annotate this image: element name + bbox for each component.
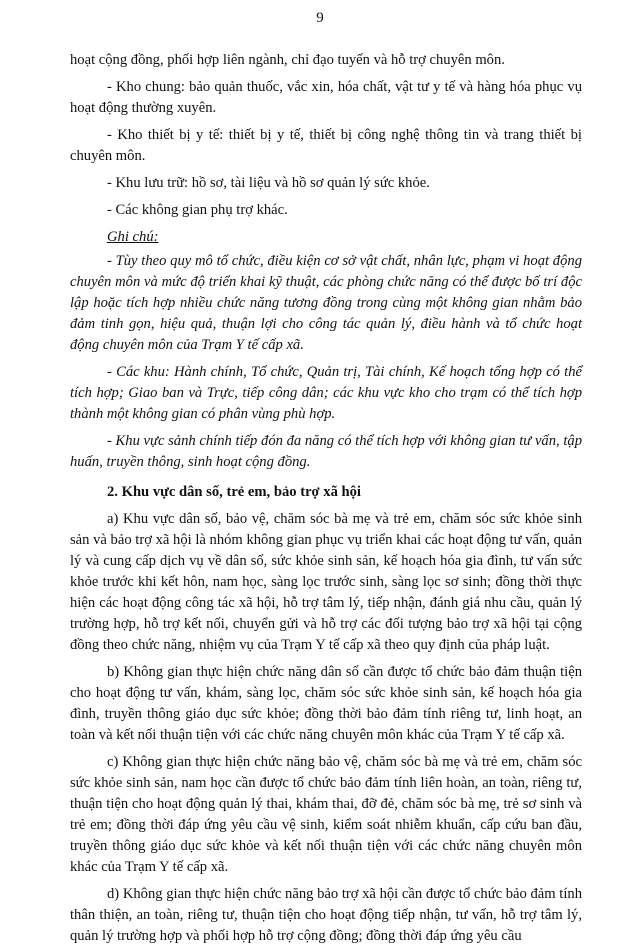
- note-item: - Tùy theo quy mô tổ chức, điều kiện cơ sở vật chất, nhân lực, phạm vi hoạt động chuyên môn và mức độ triển khai kỹ thuật, các phòng chức năng có thể được bố trí độc lập hoặc tích hợp nhiều chức năng tương đồng trong cùng một không gian nhằm bảo đảm tinh gọn, hiệu quả, thuận lợi cho công tác quản lý, điều hành và tổ chức hoạt động chuyên môn của Trạm Y tế cấp xã.: [70, 253, 582, 353]
- section-paragraph-a: a) Khu vực dân số, bảo vệ, chăm sóc bà mẹ và trẻ em, chăm sóc sức khỏe sinh sản và bảo trợ xã hội là nhóm không gian phục vụ triển khai các hoạt động tư vấn, quản lý và cung cấp dịch vụ về dân số, sức khỏe sinh sản, kế hoạch hóa gia đình, tư vấn sức khỏe trước khi kết hôn, nam học, sàng lọc trước sinh, sàng lọc sơ sinh; đồng thời thực hiện các hoạt động công tác xã hội, hỗ trợ tâm lý, tiếp nhận, đánh giá nhu cầu, quản lý trường hợp, hỗ trợ kết nối, chuyển gửi và hỗ trợ các đối tượng bảo trợ xã hội tại cộng đồng theo chức năng, nhiệm vụ của Trạm Y tế cấp xã theo quy định của pháp luật.: [70, 511, 582, 653]
- note-heading-line: [70, 227, 582, 248]
- paragraph-continuation: hoạt cộng đồng, phối hợp liên ngành, chỉ đạo tuyến và hỗ trợ chuyên môn.: [70, 52, 505, 68]
- list-item-equipment-storage: - Kho thiết bị y tế: thiết bị y tế, thiết bị công nghệ thông tin và trang thiết bị chuyên môn.: [70, 127, 582, 164]
- list-item-archive: - Khu lưu trữ: hồ sơ, tài liệu và hồ sơ quản lý sức khỏe.: [107, 175, 430, 191]
- note-heading: Ghi chú:: [107, 229, 159, 245]
- document-body: [70, 50, 582, 947]
- note-item: - Các khu: Hành chính, Tổ chức, Quản trị, Tài chính, Kế hoạch tổng hợp có thể tích hợp; Giao ban và Trực, tiếp công dân; các khu vực kho cho trạm có thể tích hợp thành một không gian có phân vùng phù hợp.: [70, 364, 582, 422]
- section-paragraph-c: c) Không gian thực hiện chức năng bảo vệ, chăm sóc bà mẹ và trẻ em, chăm sóc sức khỏe sinh sản, nam học cần được tổ chức bảo đảm tính liên hoàn, an toàn, riêng tư, thuận tiện cho hoạt động quản lý thai, khám thai, đỡ đẻ, chăm sóc bà mẹ, trẻ sơ sinh và trẻ em; đồng thời đáp ứng yêu cầu vệ sinh, kiểm soát nhiễm khuẩn, cấp cứu ban đầu, truyền thông giáo dục sức khỏe và kết nối thuận tiện với các chức năng chuyên môn khác của Trạm Y tế cấp xã.: [70, 754, 582, 875]
- list-item-auxiliary-spaces: - Các không gian phụ trợ khác.: [107, 202, 288, 218]
- note-item: - Khu vực sảnh chính tiếp đón đa năng có thể tích hợp với không gian tư vấn, tập huấn, truyền thông, sinh hoạt cộng đồng.: [70, 433, 582, 470]
- section-heading: 2. Khu vực dân số, trẻ em, bảo trợ xã hội: [107, 484, 361, 500]
- section-paragraph-b: b) Không gian thực hiện chức năng dân số cần được tổ chức bảo đảm thuận tiện cho hoạt động tư vấn, khám, sàng lọc, chăm sóc sức khỏe sinh sản, kế hoạch hóa gia đình, truyền thông giáo dục sức khỏe; đồng thời bảo đảm tính riêng tư, linh hoạt, an toàn và kết nối thuận tiện với các chức năng chuyên môn khác của Trạm Y tế cấp xã.: [70, 664, 582, 743]
- list-item-general-storage: - Kho chung: bảo quản thuốc, vắc xin, hóa chất, vật tư y tế và hàng hóa phục vụ hoạt động thường xuyên.: [70, 79, 582, 116]
- section-paragraph-d: d) Không gian thực hiện chức năng bảo trợ xã hội cần được tổ chức bảo đảm tính thân thiện, an toàn, riêng tư, thuận tiện cho hoạt động tiếp nhận, tư vấn, hỗ trợ tâm lý, quản lý trường hợp và phối hợp hỗ trợ cộng đồng; đồng thời đáp ứng yêu cầu: [70, 886, 582, 944]
- page-number: 9: [316, 10, 324, 26]
